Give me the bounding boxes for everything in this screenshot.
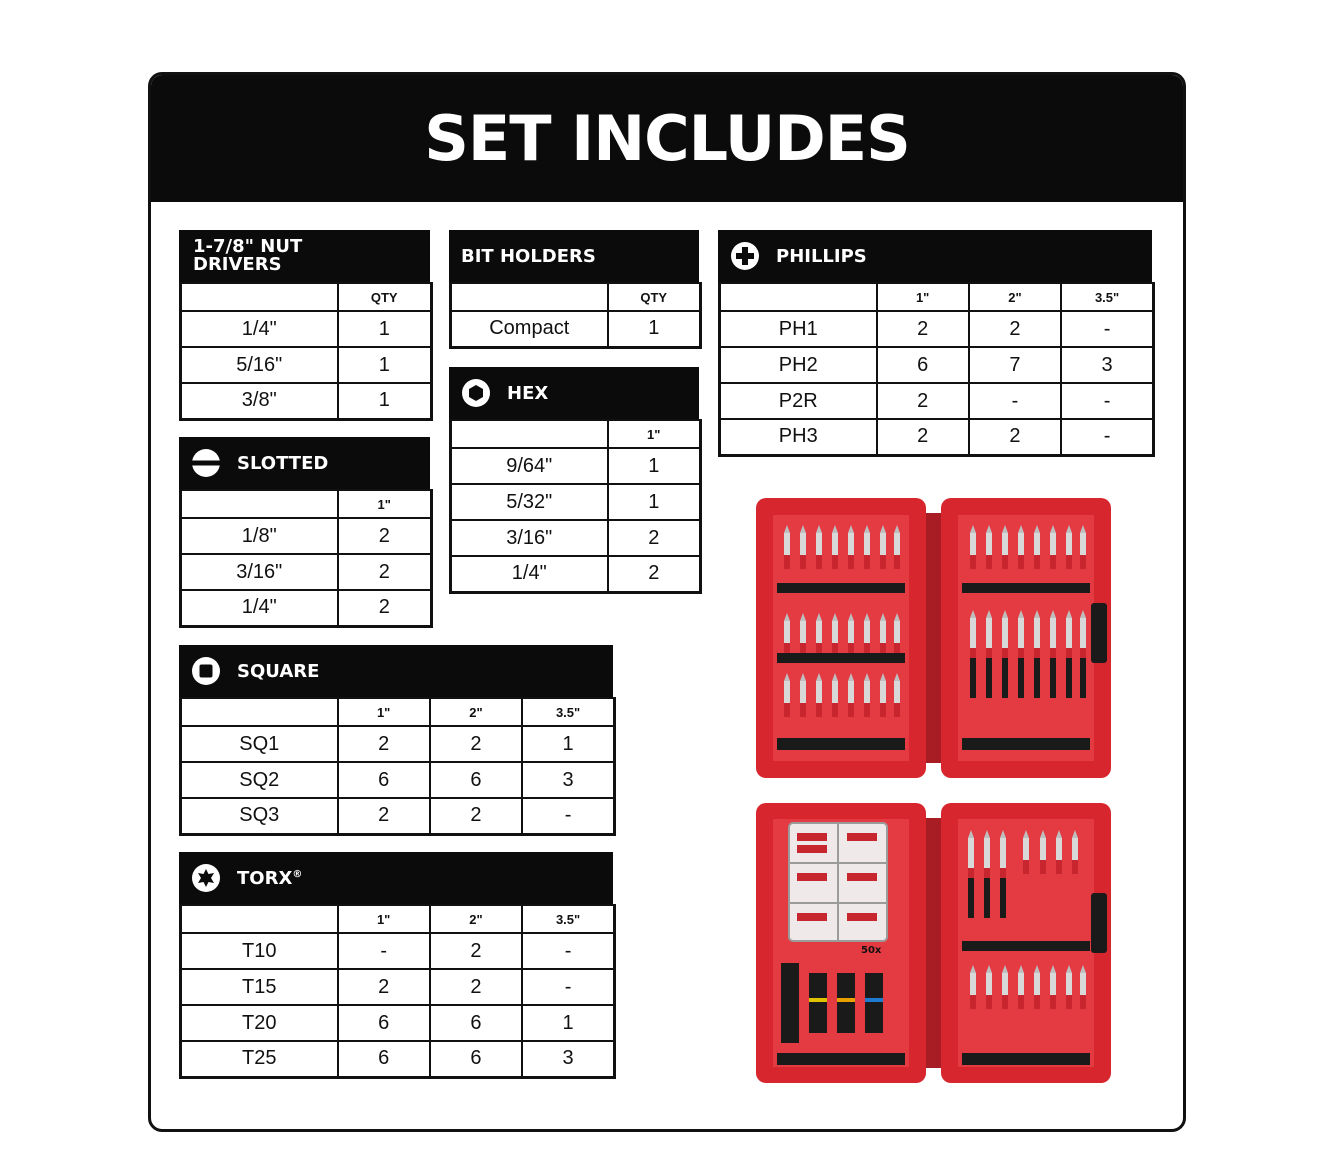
table-row <box>451 556 701 592</box>
nut-drivers-title-line1: 1-7/8" NUT <box>193 236 303 257</box>
qty-cell: 3 <box>522 1041 614 1077</box>
phillips-title: PHILLIPS <box>776 245 867 267</box>
qty-cell: 2 <box>430 969 522 1005</box>
torx-trademark: ® <box>292 868 303 880</box>
qty-cell: 6 <box>338 1005 430 1041</box>
table-row <box>181 1005 615 1041</box>
hex-column-header <box>451 420 608 448</box>
qty-cell: 1 <box>522 1005 614 1041</box>
square-grid <box>179 697 616 836</box>
row-label: PH1 <box>720 311 877 347</box>
phillips-column-header-row <box>720 283 1154 311</box>
phillips-column-header: 1" <box>877 283 969 311</box>
qty-cell: - <box>522 798 614 834</box>
table-row <box>181 311 432 347</box>
row-label: 9/64" <box>451 448 608 484</box>
set-includes-card <box>148 72 1186 1132</box>
case-top <box>756 498 1111 778</box>
torx-title-text: TORX <box>237 867 293 889</box>
table-row <box>720 347 1154 383</box>
qty-cell: 2 <box>338 590 432 626</box>
slotted-header <box>179 437 430 489</box>
square-title: SQUARE <box>237 660 320 682</box>
qty-cell: - <box>522 969 614 1005</box>
qty-cell: 2 <box>338 726 430 762</box>
hex-grid <box>449 419 702 594</box>
qty-cell: 6 <box>430 762 522 798</box>
qty-cell: - <box>1061 383 1153 419</box>
row-label: 3/8" <box>181 383 338 419</box>
table-row <box>451 520 701 556</box>
torx-header <box>179 852 613 904</box>
bit_holders-column-header <box>451 283 608 311</box>
phillips-column-header: 2" <box>969 283 1061 311</box>
qty-cell: 6 <box>338 762 430 798</box>
row-label: T15 <box>181 969 338 1005</box>
case-label: 50x <box>861 945 882 956</box>
table-row <box>451 311 701 347</box>
qty-cell: 2 <box>877 419 969 455</box>
qty-cell: 1 <box>338 311 432 347</box>
slotted-column-header-row <box>181 490 432 518</box>
torx-column-header <box>181 905 338 933</box>
slotted-table <box>179 437 430 628</box>
row-label: PH2 <box>720 347 877 383</box>
slotted-grid <box>179 489 433 628</box>
table-row <box>181 383 432 419</box>
hex-table <box>449 367 699 594</box>
qty-cell: 2 <box>430 798 522 834</box>
product-image <box>751 493 1116 1088</box>
table-row <box>720 383 1154 419</box>
row-label: 5/32" <box>451 484 608 520</box>
hex-title: HEX <box>507 382 549 404</box>
phillips-header <box>718 230 1152 282</box>
square-column-header-row <box>181 698 615 726</box>
table-row <box>451 448 701 484</box>
table-row <box>181 554 432 590</box>
qty-cell: 1 <box>608 311 701 347</box>
qty-cell: - <box>1061 419 1153 455</box>
banner-title: SET INCLUDES <box>424 102 910 175</box>
bit_holders-column-header: QTY <box>608 283 701 311</box>
qty-cell: 6 <box>338 1041 430 1077</box>
square-column-header: 3.5" <box>522 698 614 726</box>
torx-star-icon <box>191 863 221 893</box>
row-label: SQ2 <box>181 762 338 798</box>
slotted-column-header: 1" <box>338 490 432 518</box>
qty-cell: 2 <box>430 933 522 969</box>
row-label: T20 <box>181 1005 338 1041</box>
nut_drivers-column-header-row <box>181 283 432 311</box>
qty-cell: 6 <box>877 347 969 383</box>
nut-drivers-grid <box>179 282 433 421</box>
nut-drivers-header <box>179 230 430 282</box>
nut-drivers-table <box>179 230 430 421</box>
table-row <box>720 311 1154 347</box>
qty-cell: 1 <box>522 726 614 762</box>
qty-cell: 3 <box>1061 347 1153 383</box>
qty-cell: 2 <box>338 518 432 554</box>
qty-cell: 2 <box>877 311 969 347</box>
row-label: 1/4" <box>451 556 608 592</box>
qty-cell: - <box>338 933 430 969</box>
row-label: 1/8" <box>181 518 338 554</box>
slotted-title: SLOTTED <box>237 452 329 474</box>
slotted-column-header <box>181 490 338 518</box>
bit_holders-column-header-row <box>451 283 701 311</box>
torx-grid <box>179 904 616 1079</box>
qty-cell: 2 <box>608 556 701 592</box>
product-illustration <box>751 493 1116 1088</box>
table-row <box>181 798 615 834</box>
square-column-header <box>181 698 338 726</box>
qty-cell: - <box>1061 311 1153 347</box>
nut_drivers-column-header <box>181 283 338 311</box>
table-row <box>181 933 615 969</box>
table-row <box>181 1041 615 1077</box>
qty-cell: 2 <box>969 311 1061 347</box>
qty-cell: 1 <box>338 347 432 383</box>
row-label: T10 <box>181 933 338 969</box>
square-table <box>179 645 613 836</box>
qty-cell: 2 <box>338 969 430 1005</box>
square-header <box>179 645 613 697</box>
qty-cell: - <box>969 383 1061 419</box>
row-label: Compact <box>451 311 608 347</box>
row-label: 3/16" <box>181 554 338 590</box>
row-label: T25 <box>181 1041 338 1077</box>
table-row <box>451 484 701 520</box>
qty-cell: 7 <box>969 347 1061 383</box>
case-bottom <box>756 803 1111 1083</box>
nut-drivers-title-line2: DRIVERS <box>193 254 282 275</box>
torx-column-header: 1" <box>338 905 430 933</box>
row-label: P2R <box>720 383 877 419</box>
qty-cell: 1 <box>338 383 432 419</box>
row-label: SQ3 <box>181 798 338 834</box>
phillips-table <box>718 230 1152 457</box>
hex-header <box>449 367 699 419</box>
square-column-header: 1" <box>338 698 430 726</box>
hex-column-header: 1" <box>608 420 701 448</box>
bit-holders-header <box>449 230 699 282</box>
torx-title <box>237 868 302 889</box>
torx-column-header-row <box>181 905 615 933</box>
bit-holders-grid <box>449 282 702 349</box>
set-includes-banner <box>151 75 1183 202</box>
table-row <box>181 969 615 1005</box>
table-row <box>720 419 1154 455</box>
row-label: 1/4" <box>181 311 338 347</box>
slotted-icon <box>191 448 221 478</box>
table-row <box>181 726 615 762</box>
row-label: 3/16" <box>451 520 608 556</box>
torx-column-header: 3.5" <box>522 905 614 933</box>
row-label: PH3 <box>720 419 877 455</box>
qty-cell: 6 <box>430 1041 522 1077</box>
table-row <box>181 762 615 798</box>
table-row <box>181 590 432 626</box>
phillips-column-header <box>720 283 877 311</box>
torx-column-header: 2" <box>430 905 522 933</box>
row-label: 1/4" <box>181 590 338 626</box>
qty-cell: 2 <box>430 726 522 762</box>
qty-cell: 2 <box>969 419 1061 455</box>
hexagon-icon <box>461 378 491 408</box>
table-row <box>181 347 432 383</box>
qty-cell: 1 <box>608 448 701 484</box>
qty-cell: 3 <box>522 762 614 798</box>
phillips-grid <box>718 282 1155 457</box>
phillips-column-header: 3.5" <box>1061 283 1153 311</box>
bit-holders-table <box>449 230 699 349</box>
qty-cell: - <box>522 933 614 969</box>
hex-column-header-row <box>451 420 701 448</box>
bit-holders-title: BIT HOLDERS <box>461 245 596 267</box>
qty-cell: 6 <box>430 1005 522 1041</box>
qty-cell: 2 <box>338 554 432 590</box>
row-label: SQ1 <box>181 726 338 762</box>
qty-cell: 2 <box>608 520 701 556</box>
qty-cell: 2 <box>877 383 969 419</box>
qty-cell: 2 <box>338 798 430 834</box>
square-column-header: 2" <box>430 698 522 726</box>
table-row <box>181 518 432 554</box>
torx-table <box>179 852 613 1079</box>
row-label: 5/16" <box>181 347 338 383</box>
nut_drivers-column-header: QTY <box>338 283 432 311</box>
square-drive-icon <box>191 656 221 686</box>
phillips-plus-icon <box>730 241 760 271</box>
qty-cell: 1 <box>608 484 701 520</box>
